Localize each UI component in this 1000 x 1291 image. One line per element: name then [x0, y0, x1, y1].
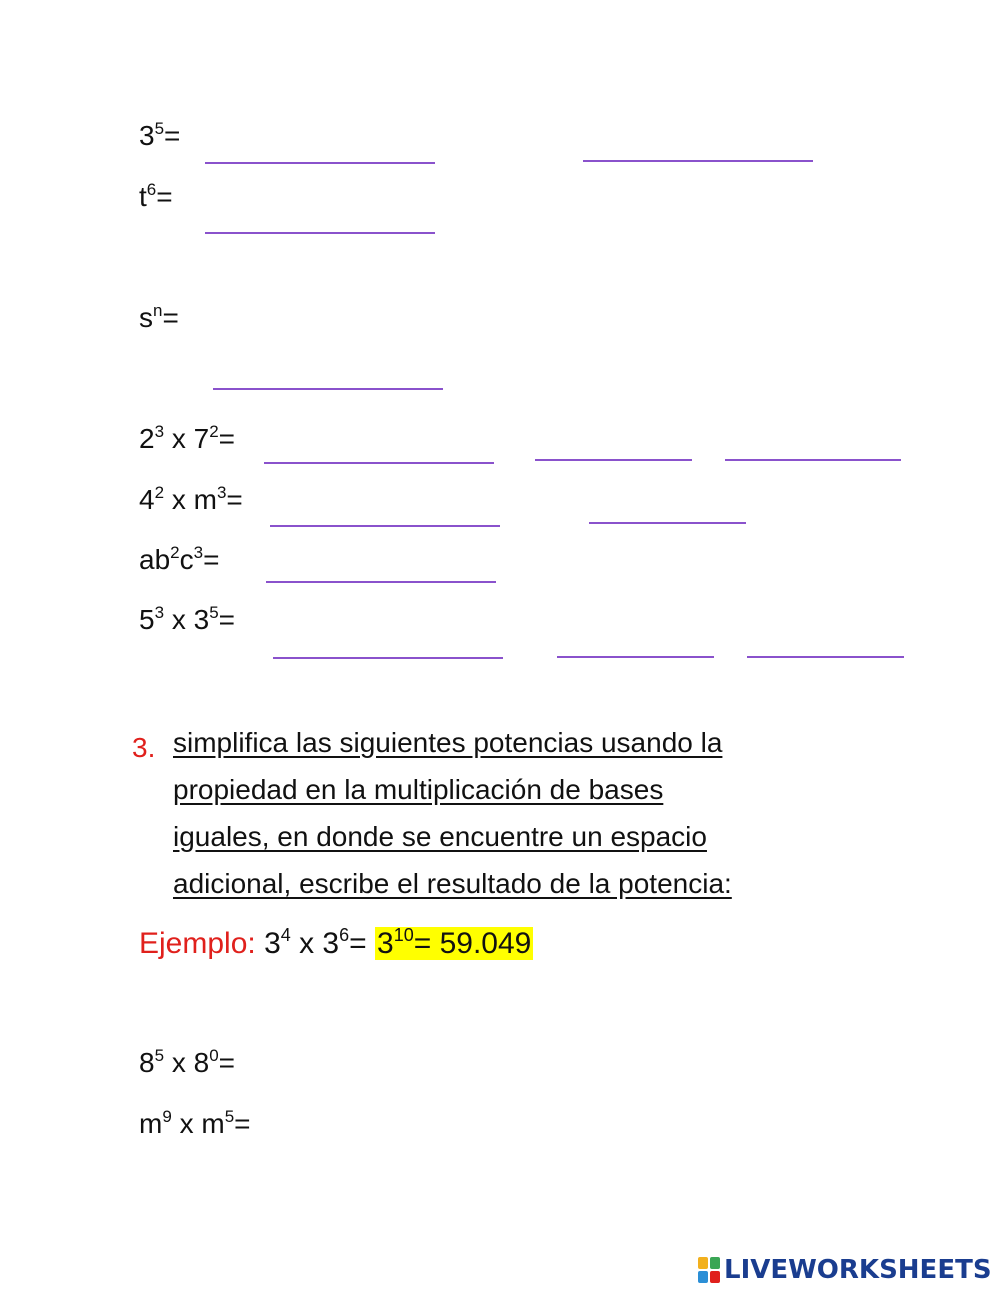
answer-blank-5a[interactable]	[270, 525, 500, 527]
instruction-line: propiedad en la multiplicación de bases	[173, 774, 664, 805]
answer-blank-7c[interactable]	[747, 656, 904, 658]
exercise-m-pow-9-x-m-pow-5: $m^9$ x $m^5=$	[139, 1107, 251, 1139]
exercise-2-pow-3-x-7-pow-2: $2^3$ x $7^2=$	[139, 422, 236, 454]
answer-blank-7a[interactable]	[273, 657, 503, 659]
answer-blank-3[interactable]	[213, 388, 443, 390]
exercise-s-pow-n: $s^n=$	[139, 301, 179, 333]
logo-text: LIVEWORKSHEETS	[724, 1255, 992, 1285]
liveworksheets-logo	[698, 1252, 992, 1288]
answer-blank-1b[interactable]	[583, 160, 813, 162]
answer-blank-1a[interactable]	[205, 162, 435, 164]
answer-blank-5b[interactable]	[589, 522, 746, 524]
exercise-t-pow-6: $t^6=$	[139, 180, 173, 212]
exercise-ab2c3: $ab^2c^3=$	[139, 543, 220, 575]
answer-blank-4a[interactable]	[264, 462, 494, 464]
exercise-3-pow-5: $3^5=$	[139, 119, 181, 151]
answer-blank-4c[interactable]	[725, 459, 901, 461]
answer-blank-7b[interactable]	[557, 656, 714, 658]
instruction-line: adicional, escribe el resultado de la potencia:	[173, 868, 732, 899]
section-number: 3.	[132, 732, 156, 763]
answer-blank-4b[interactable]	[535, 459, 692, 461]
answer-blank-2[interactable]	[205, 232, 435, 234]
instruction-line: simplifica las siguientes potencias usando la	[173, 727, 723, 758]
answer-blank-6[interactable]	[266, 581, 496, 583]
exercise-8-pow-5-x-8-pow-0: $8^5$ x $8^0=$	[139, 1046, 236, 1078]
example-label: Ejemplo:	[139, 927, 256, 960]
example-line: Ejemplo: $3^4$ x $3^6= 3^{10}= 59.049$	[139, 925, 532, 960]
exercise-4-pow-2-x-m-pow-3: $4^2$ x $m^3=$	[139, 483, 243, 515]
section-instruction	[173, 719, 873, 907]
example-highlighted-result: $3^{10}= 59.049$	[377, 925, 532, 960]
instruction-line: iguales, en donde se encuentre un espacio	[173, 821, 707, 852]
logo-mark-icon	[698, 1257, 720, 1283]
exercise-5-pow-3-x-3-pow-5: $5^3$ x $3^5=$	[139, 603, 236, 635]
